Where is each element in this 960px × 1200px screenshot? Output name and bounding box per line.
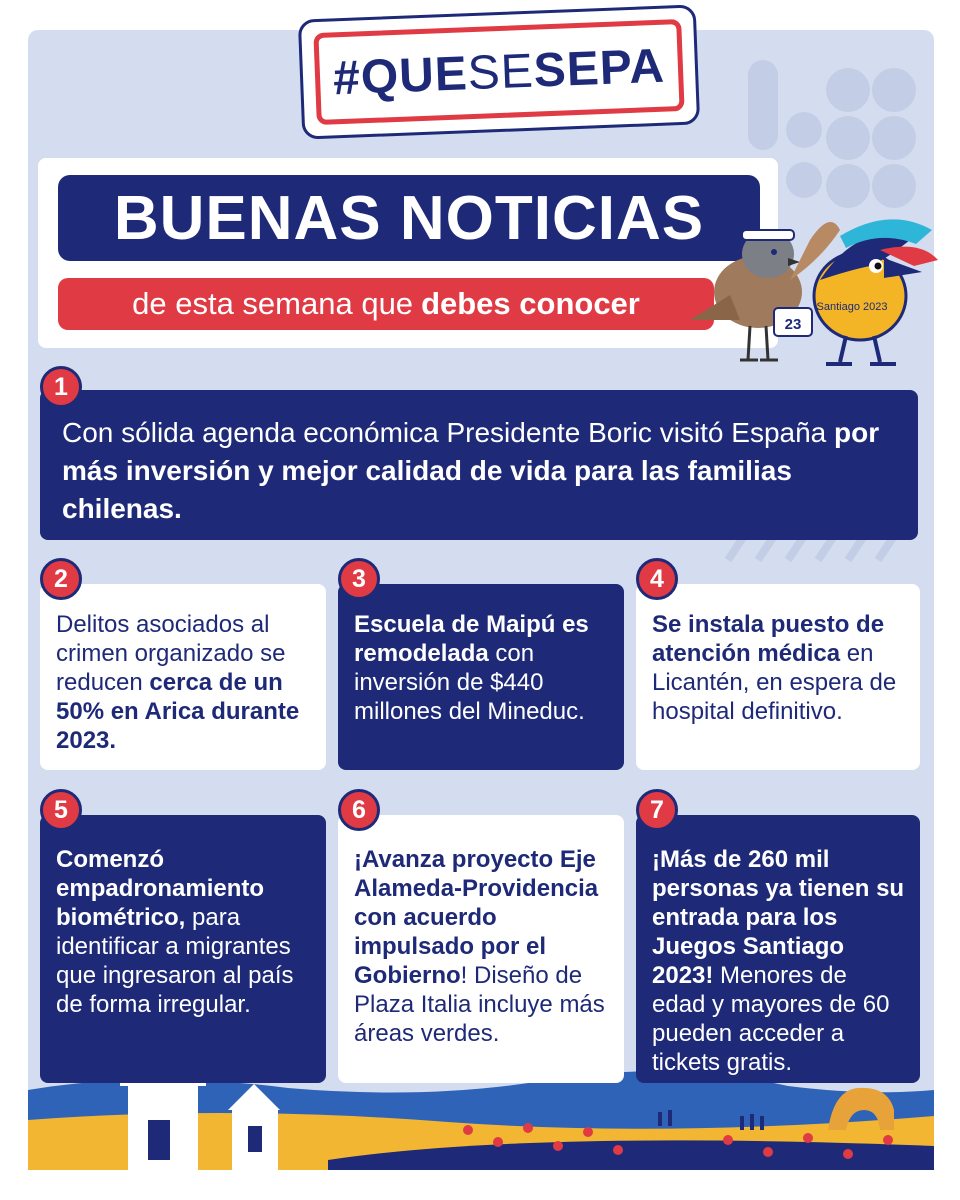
news-number-5: 5 [40, 789, 82, 831]
news-number-6: 6 [338, 789, 380, 831]
news-card-7 [636, 815, 920, 1083]
news-5-text-normal: para identificar a migrantes que ingresaron al país de forma irregular. [56, 904, 294, 1018]
subtitle-bold: debes conocer [421, 286, 640, 321]
hashtag-middle: SE [466, 44, 535, 100]
news-1-text-normal: Con sólida agenda económica Presidente Boric visitó España [62, 417, 835, 448]
news-card-1 [40, 390, 918, 540]
news-card-2 [40, 584, 326, 770]
hashtag-prefix: #QUE [332, 46, 469, 105]
hashtag-suffix: SEPA [532, 39, 666, 98]
hashtag-badge [298, 4, 700, 139]
subtitle-normal: de esta semana que [132, 286, 414, 321]
news-5-text-bold: Comenzó empadronamiento biométrico, [56, 846, 265, 931]
news-6-text-bold: ¡Avanza proyecto Eje Alameda-Providencia con acuerdo impulsado por el Gobierno [354, 846, 599, 989]
news-1-text-bold: por más inversión y mejor calidad de vida para las familias chilenas. [62, 417, 880, 524]
news-3-text-bold: Escuela de Maipú es remodelada [354, 611, 589, 667]
news-6-text-normal: ! Diseño de Plaza Italia incluye más áreas verdes. [354, 962, 605, 1047]
news-2-text-bold: cerca de un 50% en Arica durante 2023. [56, 669, 300, 754]
page-subtitle [58, 278, 714, 330]
page-title: BUENAS NOTICIAS [58, 175, 760, 261]
chirihue-mascot-icon [814, 219, 938, 364]
news-card-5 [40, 815, 326, 1083]
news-7-text-normal: Menores de edad y mayores de 60 pueden acceder a tickets gratis. [652, 962, 890, 1076]
news-2-text-normal: Delitos asociados al crimen organizado se reducen [56, 611, 286, 696]
news-number-4: 4 [636, 558, 678, 600]
mascot-birds-illustration [670, 200, 940, 370]
news-number-2: 2 [40, 558, 82, 600]
news-number-7: 7 [636, 789, 678, 831]
news-4-text-normal: en Licantén, en espera de hospital definitivo. [652, 640, 897, 725]
santiago-2023-logo: Santiago 2023 [816, 301, 888, 313]
news-7-text-bold: ¡Más de 260 mil personas ya tienen su entrada para los Juegos Santiago 2023! [652, 846, 905, 989]
news-number-3: 3 [338, 558, 380, 600]
news-4-text-bold: Se instala puesto de atención médica [652, 611, 885, 667]
bib-number: 23 [784, 316, 802, 333]
news-card-3 [338, 584, 624, 770]
news-number-1: 1 [40, 366, 82, 408]
news-card-4 [636, 584, 920, 770]
news-3-text-normal: con inversión de $440 millones del Mineduc. [354, 640, 585, 725]
news-card-6 [338, 815, 624, 1083]
